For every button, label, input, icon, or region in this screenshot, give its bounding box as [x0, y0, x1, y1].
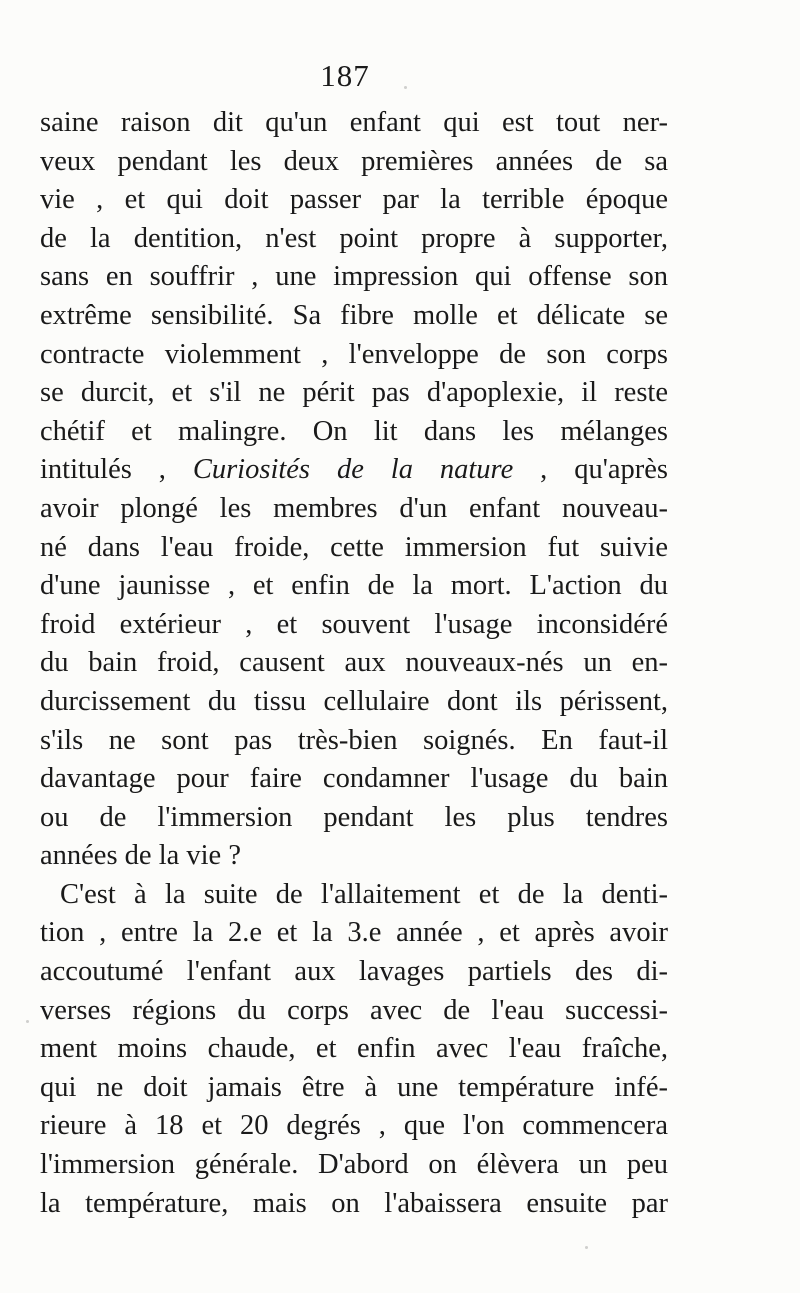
text-line: de la dentition, n'est point propre à supporter,: [40, 222, 668, 254]
text-line: l'immersion générale. D'abord on élèvera un peu: [40, 1149, 668, 1181]
line-text-before: intitulés ,: [40, 454, 166, 486]
text-line: se durcit, et s'il ne périt pas d'apoplexie, il reste: [40, 377, 668, 409]
text-line: veux pendant les deux premières années de sa: [40, 145, 668, 177]
text-line: davantage pour faire condamner l'usage du bain: [40, 763, 668, 795]
text-line: saine raison dit qu'un enfant qui est tout ner-: [40, 107, 668, 138]
text-line: contracte violemment , l'enveloppe de son corps: [40, 338, 668, 370]
text-line: qui ne doit jamais être à une température infé-: [40, 1071, 668, 1103]
text-line: d'une jaunisse , et enfin de la mort. L'action du: [40, 570, 668, 602]
cited-work-title: Curiosités de la nature: [192, 454, 514, 486]
text-line: avoir plongé les membres d'un enfant nouveau-: [40, 492, 668, 524]
text-line: rieure à 18 et 20 degrés , que l'on commencera: [40, 1110, 668, 1142]
text-line: accoutumé l'enfant aux lavages partiels des di-: [40, 956, 668, 988]
text-line: tion , entre la 2.e et la 3.e année , et après avoir: [40, 917, 668, 949]
text-line: ou de l'immersion pendant les plus tendres: [40, 801, 668, 833]
text-line: la température, mais on l'abaissera ensuite par: [40, 1187, 668, 1219]
text-line: froid extérieur , et souvent l'usage inconsidéré: [40, 608, 668, 640]
text-line: durcissement du tissu cellulaire dont ils périssent,: [40, 685, 668, 717]
body-text: [40, 104, 668, 1223]
text-line: s'ils ne sont pas très-bien soignés. En faut-il: [40, 724, 668, 756]
paper-speck: [585, 1246, 588, 1249]
text-line: du bain froid, causent aux nouveaux-nés un en-: [40, 647, 668, 679]
text-line-with-title: [40, 451, 668, 490]
text-line: né dans l'eau froide, cette immersion fut suivie: [40, 531, 668, 563]
text-line: sans en souffrir , une impression qui offense son: [40, 261, 668, 293]
text-line: ment moins chaude, et enfin avec l'eau fraîche,: [40, 1033, 668, 1065]
text-line: chétif et malingre. On lit dans les mélanges: [40, 415, 668, 447]
paper-speck: [26, 1020, 29, 1023]
text-line: années de la vie ?: [40, 840, 241, 872]
paper-speck: [404, 86, 407, 89]
text-line: C'est à la suite de l'allaitement et de la denti-: [60, 878, 668, 910]
paragraph-1: [40, 104, 668, 876]
page-number: 187: [320, 58, 370, 93]
text-line: vie , et qui doit passer par la terrible époque: [40, 184, 668, 216]
text-line: verses régions du corps avec de l'eau successi-: [40, 994, 668, 1026]
paragraph-2: [40, 876, 668, 1223]
line-text-after: , qu'après: [540, 454, 668, 486]
text-line: extrême sensibilité. Sa fibre molle et délicate se: [40, 299, 668, 331]
